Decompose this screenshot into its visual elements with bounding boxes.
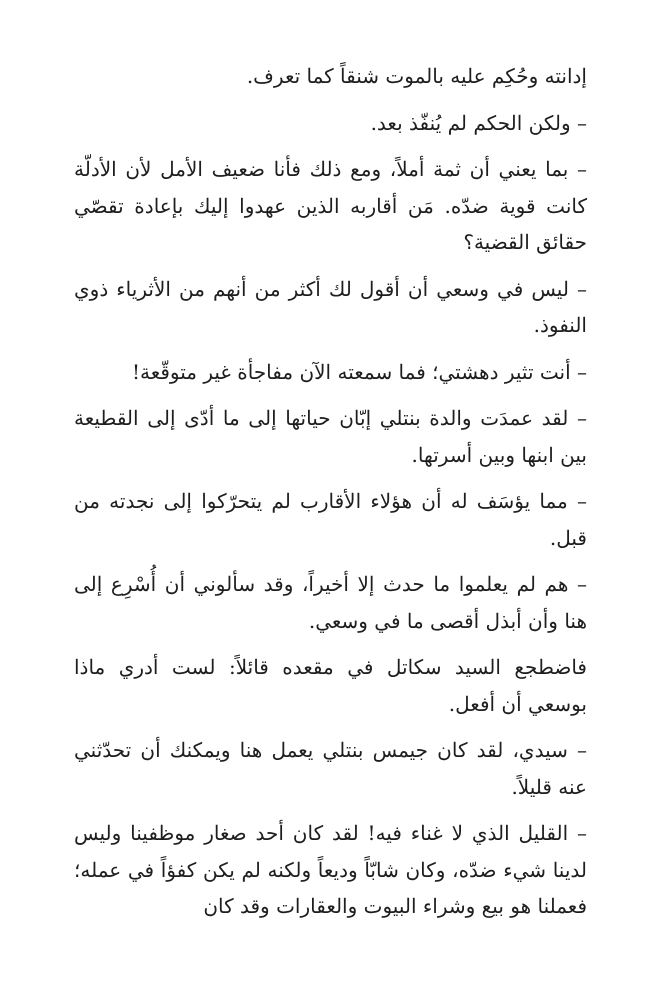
paragraph-11: – القليل الذي لا غناء فيه! لقد كان أحد صغار موظفينا وليس لدينا شيء ضدّه، وكان شابّاً وديعاً ولكنه لم يكن كفؤاً في عمله؛ فعملنا هو بيع وشراء البيوت والعقارات وقد كان bbox=[74, 821, 587, 918]
paragraph-1: إدانته وحُكِم عليه بالموت شنقاً كما تعرف. bbox=[246, 64, 587, 88]
paragraph-3: – بما يعني أن ثمة أملاً، ومع ذلك فأنا ضعيف الأمل لأن الأدلّة كانت قوية ضدّه. مَن أقاربه الذين عهدوا إليك بإعادة تقصّي حقائق القضية؟ bbox=[74, 157, 587, 254]
paragraph-7: – مما يؤسَف له أن هؤلاء الأقارب لم يتحرّكوا إلى نجدته من قبل. bbox=[74, 489, 587, 550]
book-page bbox=[74, 58, 587, 935]
paragraph-8: – هم لم يعلموا ما حدث إلا أخيراً، وقد سألوني أن أُسْرِع إلى هنا وأن أبذل أقصى ما في وسعي. bbox=[74, 572, 587, 633]
paragraph-10: – سيدي، لقد كان جيمس بنتلي يعمل هنا ويمكنك أن تحدّثني عنه قليلاً. bbox=[74, 738, 587, 799]
paragraph-4: – ليس في وسعي أن أقول لك أكثر من أنهم من الأثرياء ذوي النفوذ. bbox=[74, 276, 587, 337]
paragraph-9: فاضطجع السيد سكاتل في مقعده قائلاً: لست أدري ماذا بوسعي أن أفعل. bbox=[74, 655, 587, 716]
paragraph-2: – ولكن الحكم لم يُنفّذ بعد. bbox=[370, 110, 587, 135]
paragraph-6: – لقد عمدَت والدة بنتلي إبّان حياتها إلى ما أدّى إلى القطيعة بين ابنها وبين أسرتها. bbox=[74, 406, 587, 467]
paragraph-5: – أنت تثير دهشتي؛ فما سمعته الآن مفاجأة غير متوقّعة! bbox=[131, 359, 587, 384]
